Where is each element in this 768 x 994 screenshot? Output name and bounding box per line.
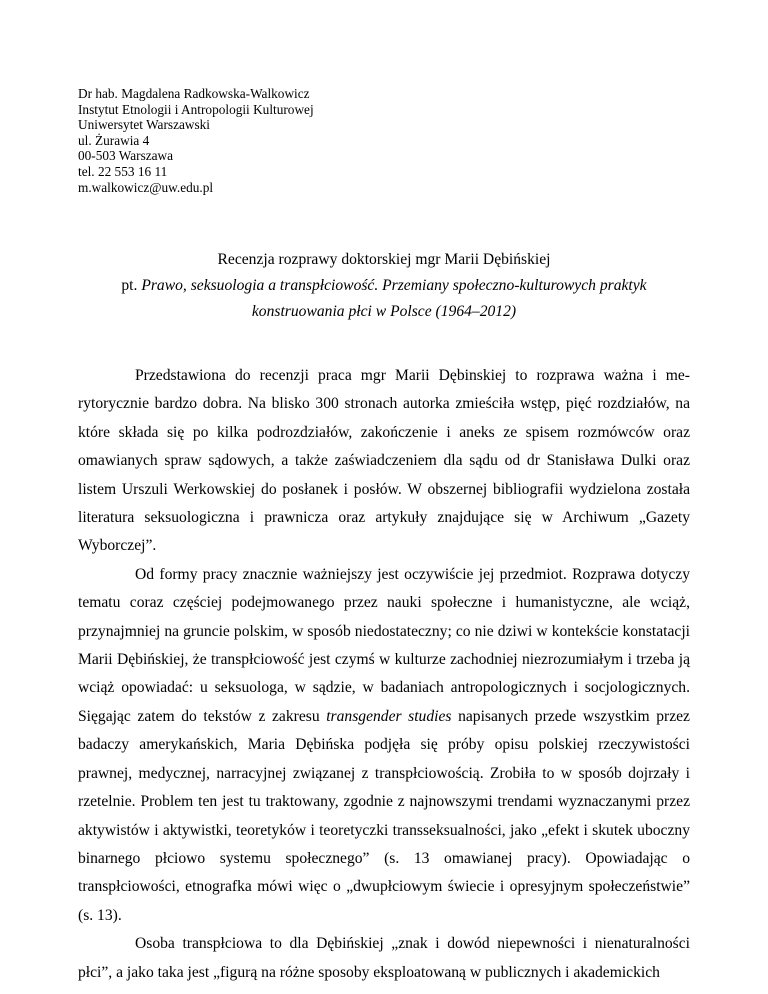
review-title (78, 247, 690, 325)
paragraph-1: Przedstawiona do recenzji praca mgr Marii Dębinskiej to rozprawa ważna i merytorycznie bardzo dobra. Na blisko 300 stronach autorka zmieściła wstęp, pięć rozdziałów, na które składa się po kilka podrozdziałów, zakończenie i aneks ze spisem rozmówców oraz omawianych spraw sądowych, a także zaświadczeniem dla sądu od dr Stanisława Dulki oraz listem Urszuli Werkowskiej do posłanek i posłów. W obszernej bibliografii wydzielona została literatura seksuologiczna i prawnicza oraz artykuły znajdujące się w Archiwum „Gazety Wyborczej”. (78, 367, 690, 555)
sender-phone: tel. 22 553 16 11 (78, 163, 168, 179)
thesis-title-part-1: Prawo, seksuologia a transpłciowość. Przemiany społeczno-kulturowych praktyk (141, 277, 647, 294)
thesis-title-part-2: konstruowania płci w Polsce (1964–2012) (251, 303, 517, 320)
paragraph-2-italic-term: transgender studies (326, 707, 452, 725)
sender-university: Uniwersytet Warszawski (78, 117, 210, 133)
review-title-line: Recenzja rozprawy doktorskiej mgr Marii Dębińskiej (217, 251, 551, 268)
paragraph-3: Osoba transpłciowa to dla Dębińskiej „znak i dowód niepewności i nienaturalności płci”, a jako taka jest „figurą na różne sposoby eksploatowaną w publicznych i akademickich (78, 935, 690, 981)
sender-street: ul. Żurawia 4 (78, 132, 150, 148)
sender-address-block (78, 86, 314, 195)
paragraph-2 (78, 561, 690, 930)
thesis-title-prefix: pt. (121, 277, 142, 294)
paragraph-2-part-b: napisanych przede wszystkim przez badaczy amerykańskich, Maria Dębińska podjęła się próby opisu polskiej rzeczywistości prawnej, medycznej, narracyjnej związanej z transpłciowością. Zrobiła to w sposób dojrzały i rzetelnie. Problem ten jest tu traktowany, zgodnie z najnowszymi trendami wyznaczanymi przez aktywistów i aktywistki, teoretyków i teoretyczki transseksualności, jako „efekt i skutek uboczny binarnego płciowo systemu społecznego” (s. 13 omawianej pracy). Opowiadając o transpłciowości, etnografka mówi więc o „dwupłciowym świecie i opresyjnym społeczeństwie” (s. 13). (78, 707, 690, 924)
thesis-title-line-1 (78, 273, 690, 299)
sender-institute: Instytut Etnologii i Antropologii Kulturowej (78, 101, 314, 117)
sender-name: Dr hab. Magdalena Radkowska-Walkowicz (78, 86, 310, 101)
review-body (78, 362, 690, 987)
sender-city: 00-503 Warszawa (78, 148, 174, 164)
thesis-title-line-2 (78, 299, 690, 325)
paragraph-2-part-a: Od formy pracy znacznie ważniejszy jest oczywiście jej przedmiot. Rozprawa dotyczy tematu coraz częściej podejmowanego przez nauki społeczne i humanistyczne, ale wciąż, przynajmniej na gruncie polskim, w sposób niedostateczny; co nie dziwi w kontekście konstatacji Marii Dębińskiej, że transpłciowość jest czymś w kulturze zachodniej niezrozumiałym i trzeba ją wciąż opowiadać: u seksuologa, w sądzie, w badaniach antropologicznych i socjologicznych. Sięgając zatem do tekstów z zakresu (78, 565, 690, 725)
sender-email: m.walkowicz@uw.edu.pl (78, 179, 214, 195)
